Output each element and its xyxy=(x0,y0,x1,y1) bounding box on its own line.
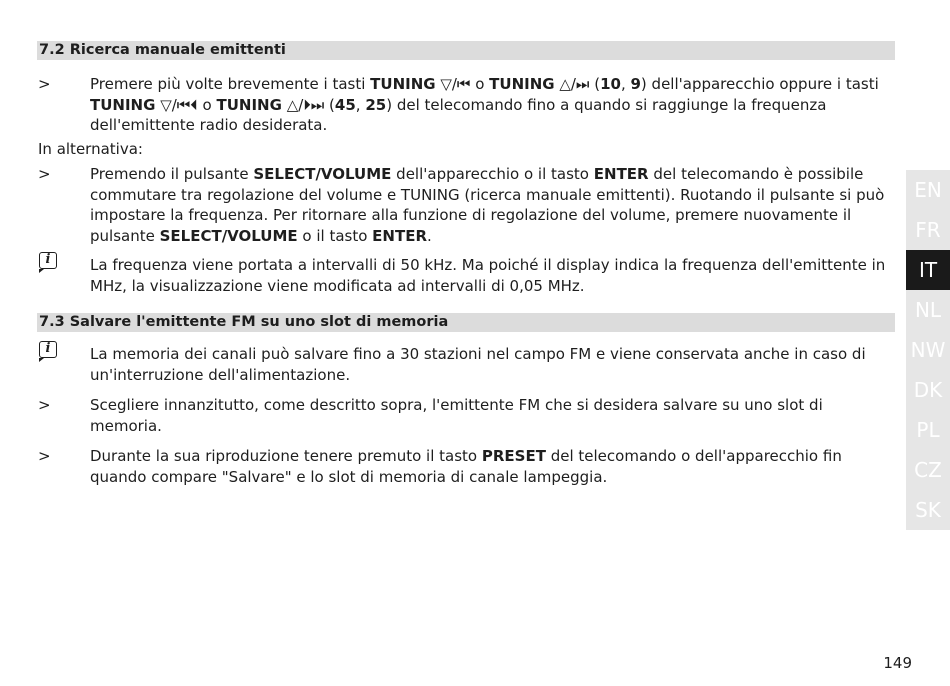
bullet-marker: > xyxy=(38,75,51,93)
bold-term: 25 xyxy=(365,95,387,114)
section-heading-7-3: 7.3 Salvare l'emittente FM su uno slot di memoria xyxy=(37,313,895,332)
info-note-icon: i xyxy=(39,252,57,269)
bold-term: ENTER xyxy=(372,226,428,245)
lang-tab-en[interactable]: EN xyxy=(906,170,950,210)
lang-tab-sk[interactable]: SK xyxy=(906,490,950,530)
bold-term: ENTER xyxy=(593,165,649,183)
lang-tab-dk[interactable]: DK xyxy=(906,370,950,410)
note-paragraph: La frequenza viene portata a intervalli di 50 kHz. Ma poiché il display indica la frequenza dell'emittente in MHz, la visualizzazione viene modificata ad intervalli di 0,05 MHz. xyxy=(90,256,886,295)
bold-term: TUNING xyxy=(370,75,436,93)
instruction-paragraph: Premendo il pulsante SELECT/VOLUME dell'apparecchio o il tasto ENTER del telecomando è possibile commutare tra regolazione del volume e TUNING (ricerca manuale emittenti). Ruotando il pulsante si può impostare la frequenza. Per ritornare alla funzione di regolazione del volume, premere nuovamente il pulsante SELECT/VOLUME o il tasto ENTER. xyxy=(90,165,885,245)
lang-tab-cz[interactable]: CZ xyxy=(906,450,950,490)
bold-term: 9 xyxy=(630,75,641,93)
instruction-paragraph: Durante la sua riproduzione tenere premuto il tasto PRESET del telecomando o dell'apparecchio fin quando compare "Salvare" e lo slot di memoria di canale lampeggia. xyxy=(90,447,842,486)
bold-term: TUNING xyxy=(90,95,156,114)
alternative-label: In alternativa: xyxy=(38,140,143,158)
section-heading-7-2: 7.2 Ricerca manuale emittenti xyxy=(37,41,895,60)
bold-term: SELECT/VOLUME xyxy=(253,165,392,183)
bold-term: TUNING xyxy=(489,75,555,93)
lang-tab-fr[interactable]: FR xyxy=(906,210,950,250)
lang-tab-pl[interactable]: PL xyxy=(906,410,950,450)
instruction-paragraph: Scegliere innanzitutto, come descritto sopra, l'emittente FM che si desidera salvare su uno slot di memoria. xyxy=(90,396,823,435)
bullet-marker: > xyxy=(38,165,51,183)
instruction-paragraph: Premere più volte brevemente i tasti TUNING ▽/⏮ o TUNING △/⏭ (10, 9) dell'apparecchio oppure i tasti TUNING ▽/⏮⏴ o TUNING △/⏵⏭ (45, 25) del telecomando fino a quando si raggiunge la frequenza dell'emittente radio desiderata. xyxy=(90,75,879,134)
bold-term: 45 xyxy=(334,95,356,114)
lang-tab-nw[interactable]: NW xyxy=(906,330,950,370)
lang-tab-it[interactable]: IT xyxy=(906,250,950,290)
lang-tab-nl[interactable]: NL xyxy=(906,290,950,330)
language-tabs xyxy=(906,170,950,530)
page-number: 149 xyxy=(883,654,912,672)
bullet-marker: > xyxy=(38,396,51,414)
note-paragraph: La memoria dei canali può salvare fino a 30 stazioni nel campo FM e viene conservata anche in caso di un'interruzione dell'alimentazione. xyxy=(90,345,866,384)
bold-term: 10 xyxy=(600,75,621,93)
bold-term: TUNING xyxy=(216,95,282,114)
bold-term: PRESET xyxy=(481,447,546,465)
bold-term: SELECT/VOLUME xyxy=(159,226,298,245)
info-note-icon: i xyxy=(39,341,57,358)
bullet-marker: > xyxy=(38,447,51,465)
